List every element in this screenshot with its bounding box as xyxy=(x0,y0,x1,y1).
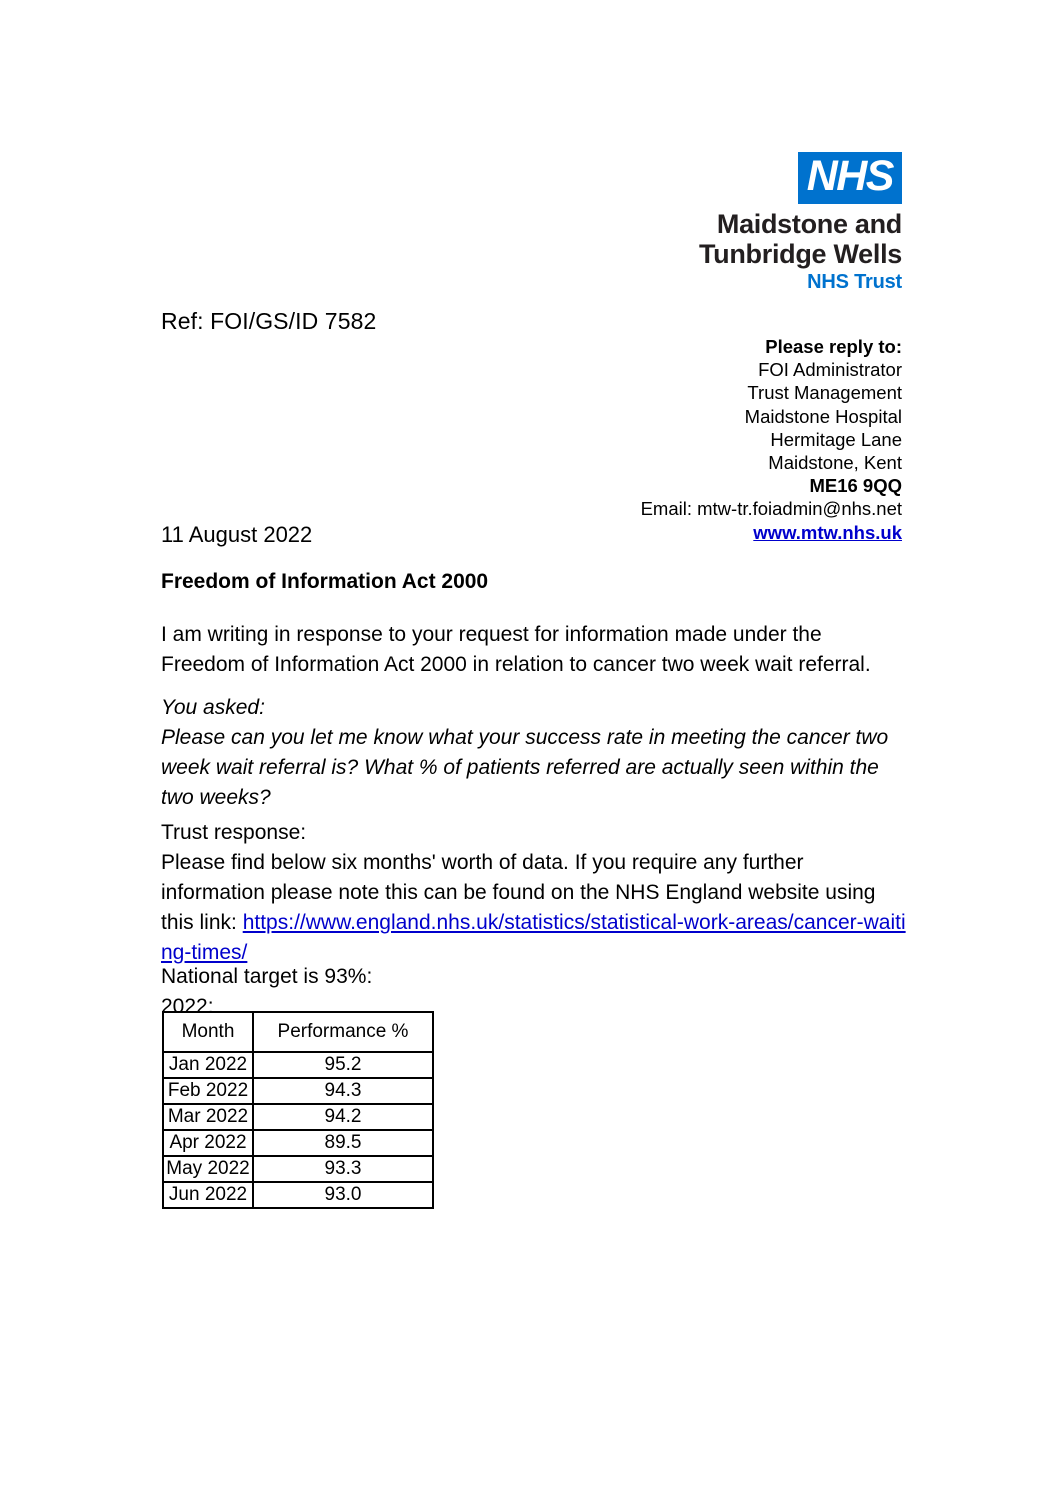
trust-response-body xyxy=(161,848,906,968)
cell-performance: 93.0 xyxy=(253,1182,433,1208)
trust-name xyxy=(600,209,902,269)
cell-performance: 93.3 xyxy=(253,1156,433,1182)
reference-line: Ref: FOI/GS/ID 7582 xyxy=(161,308,377,334)
reply-to-heading: Please reply to: xyxy=(765,336,902,357)
cell-month: May 2022 xyxy=(163,1156,253,1182)
trust-name-line-1: Maidstone and xyxy=(716,208,902,239)
performance-table xyxy=(162,1011,434,1209)
table-row xyxy=(163,1104,433,1130)
trust-name-line-2: Tunbridge Wells xyxy=(698,239,902,270)
cancer-waiting-times-link[interactable]: https://www.england.nhs.uk/statistics/statistical-work-areas/cancer-waiting-times/ xyxy=(161,911,906,964)
year-label: 2022: xyxy=(161,995,214,1018)
table-header-performance: Performance % xyxy=(253,1012,433,1052)
reply-to-email: Email: mtw-tr.foiadmin@nhs.net xyxy=(640,498,902,520)
reply-to-line-1: FOI Administrator xyxy=(758,359,902,381)
reply-to-line-3: Maidstone Hospital xyxy=(744,405,902,427)
cell-performance: 89.5 xyxy=(253,1130,433,1156)
reply-to-line-5: Maidstone, Kent xyxy=(768,452,902,474)
trust-response-label: Trust response: xyxy=(161,821,307,844)
national-target-label: National target is 93%: xyxy=(161,965,373,988)
intro-paragraph: I am writing in response to your request for information made under the Freedom of Information Act 2000 in relation to cancer two week wait referral. xyxy=(161,623,871,676)
trust-response-text: Please find below six months' worth of data. If you require any further information please note this can be found on the NHS England website using this link: xyxy=(161,851,876,934)
you-asked-label: You asked: xyxy=(161,696,265,719)
table-row xyxy=(163,1052,433,1078)
reply-to-line-4: Hermitage Lane xyxy=(770,428,902,450)
you-asked-section xyxy=(161,693,906,813)
cell-performance: 95.2 xyxy=(253,1052,433,1078)
cell-performance: 94.3 xyxy=(253,1078,433,1104)
cell-month: Jun 2022 xyxy=(163,1182,253,1208)
nhs-logo-icon xyxy=(798,152,902,204)
table-body xyxy=(163,1052,433,1208)
table-header-month: Month xyxy=(163,1012,253,1052)
table-header-row xyxy=(163,1012,433,1052)
cell-performance: 94.2 xyxy=(253,1104,433,1130)
table-row xyxy=(163,1130,433,1156)
cell-month: Mar 2022 xyxy=(163,1104,253,1130)
letter-subject-heading: Freedom of Information Act 2000 xyxy=(161,570,489,593)
table-row xyxy=(163,1078,433,1104)
table-row xyxy=(163,1182,433,1208)
reply-to-postcode: ME16 9QQ xyxy=(809,475,902,497)
nhs-logo-text: NHS xyxy=(806,152,893,200)
cell-month: Feb 2022 xyxy=(163,1078,253,1104)
cell-month: Apr 2022 xyxy=(163,1130,253,1156)
you-asked-body: Please can you let me know what your success rate in meeting the cancer two week wait referral is? What % of patients referred are actually seen within the two weeks? xyxy=(161,726,889,809)
reply-to-line-2: Trust Management xyxy=(747,382,902,404)
trust-response-section xyxy=(161,818,906,968)
trust-subtitle: NHS Trust xyxy=(807,271,902,294)
table-row xyxy=(163,1156,433,1182)
trust-website-link[interactable]: www.mtw.nhs.uk xyxy=(753,521,902,543)
letter-date: 11 August 2022 xyxy=(161,522,313,547)
nhs-trust-logo xyxy=(600,152,902,294)
reply-to-address xyxy=(540,335,902,544)
cell-month: Jan 2022 xyxy=(163,1052,253,1078)
